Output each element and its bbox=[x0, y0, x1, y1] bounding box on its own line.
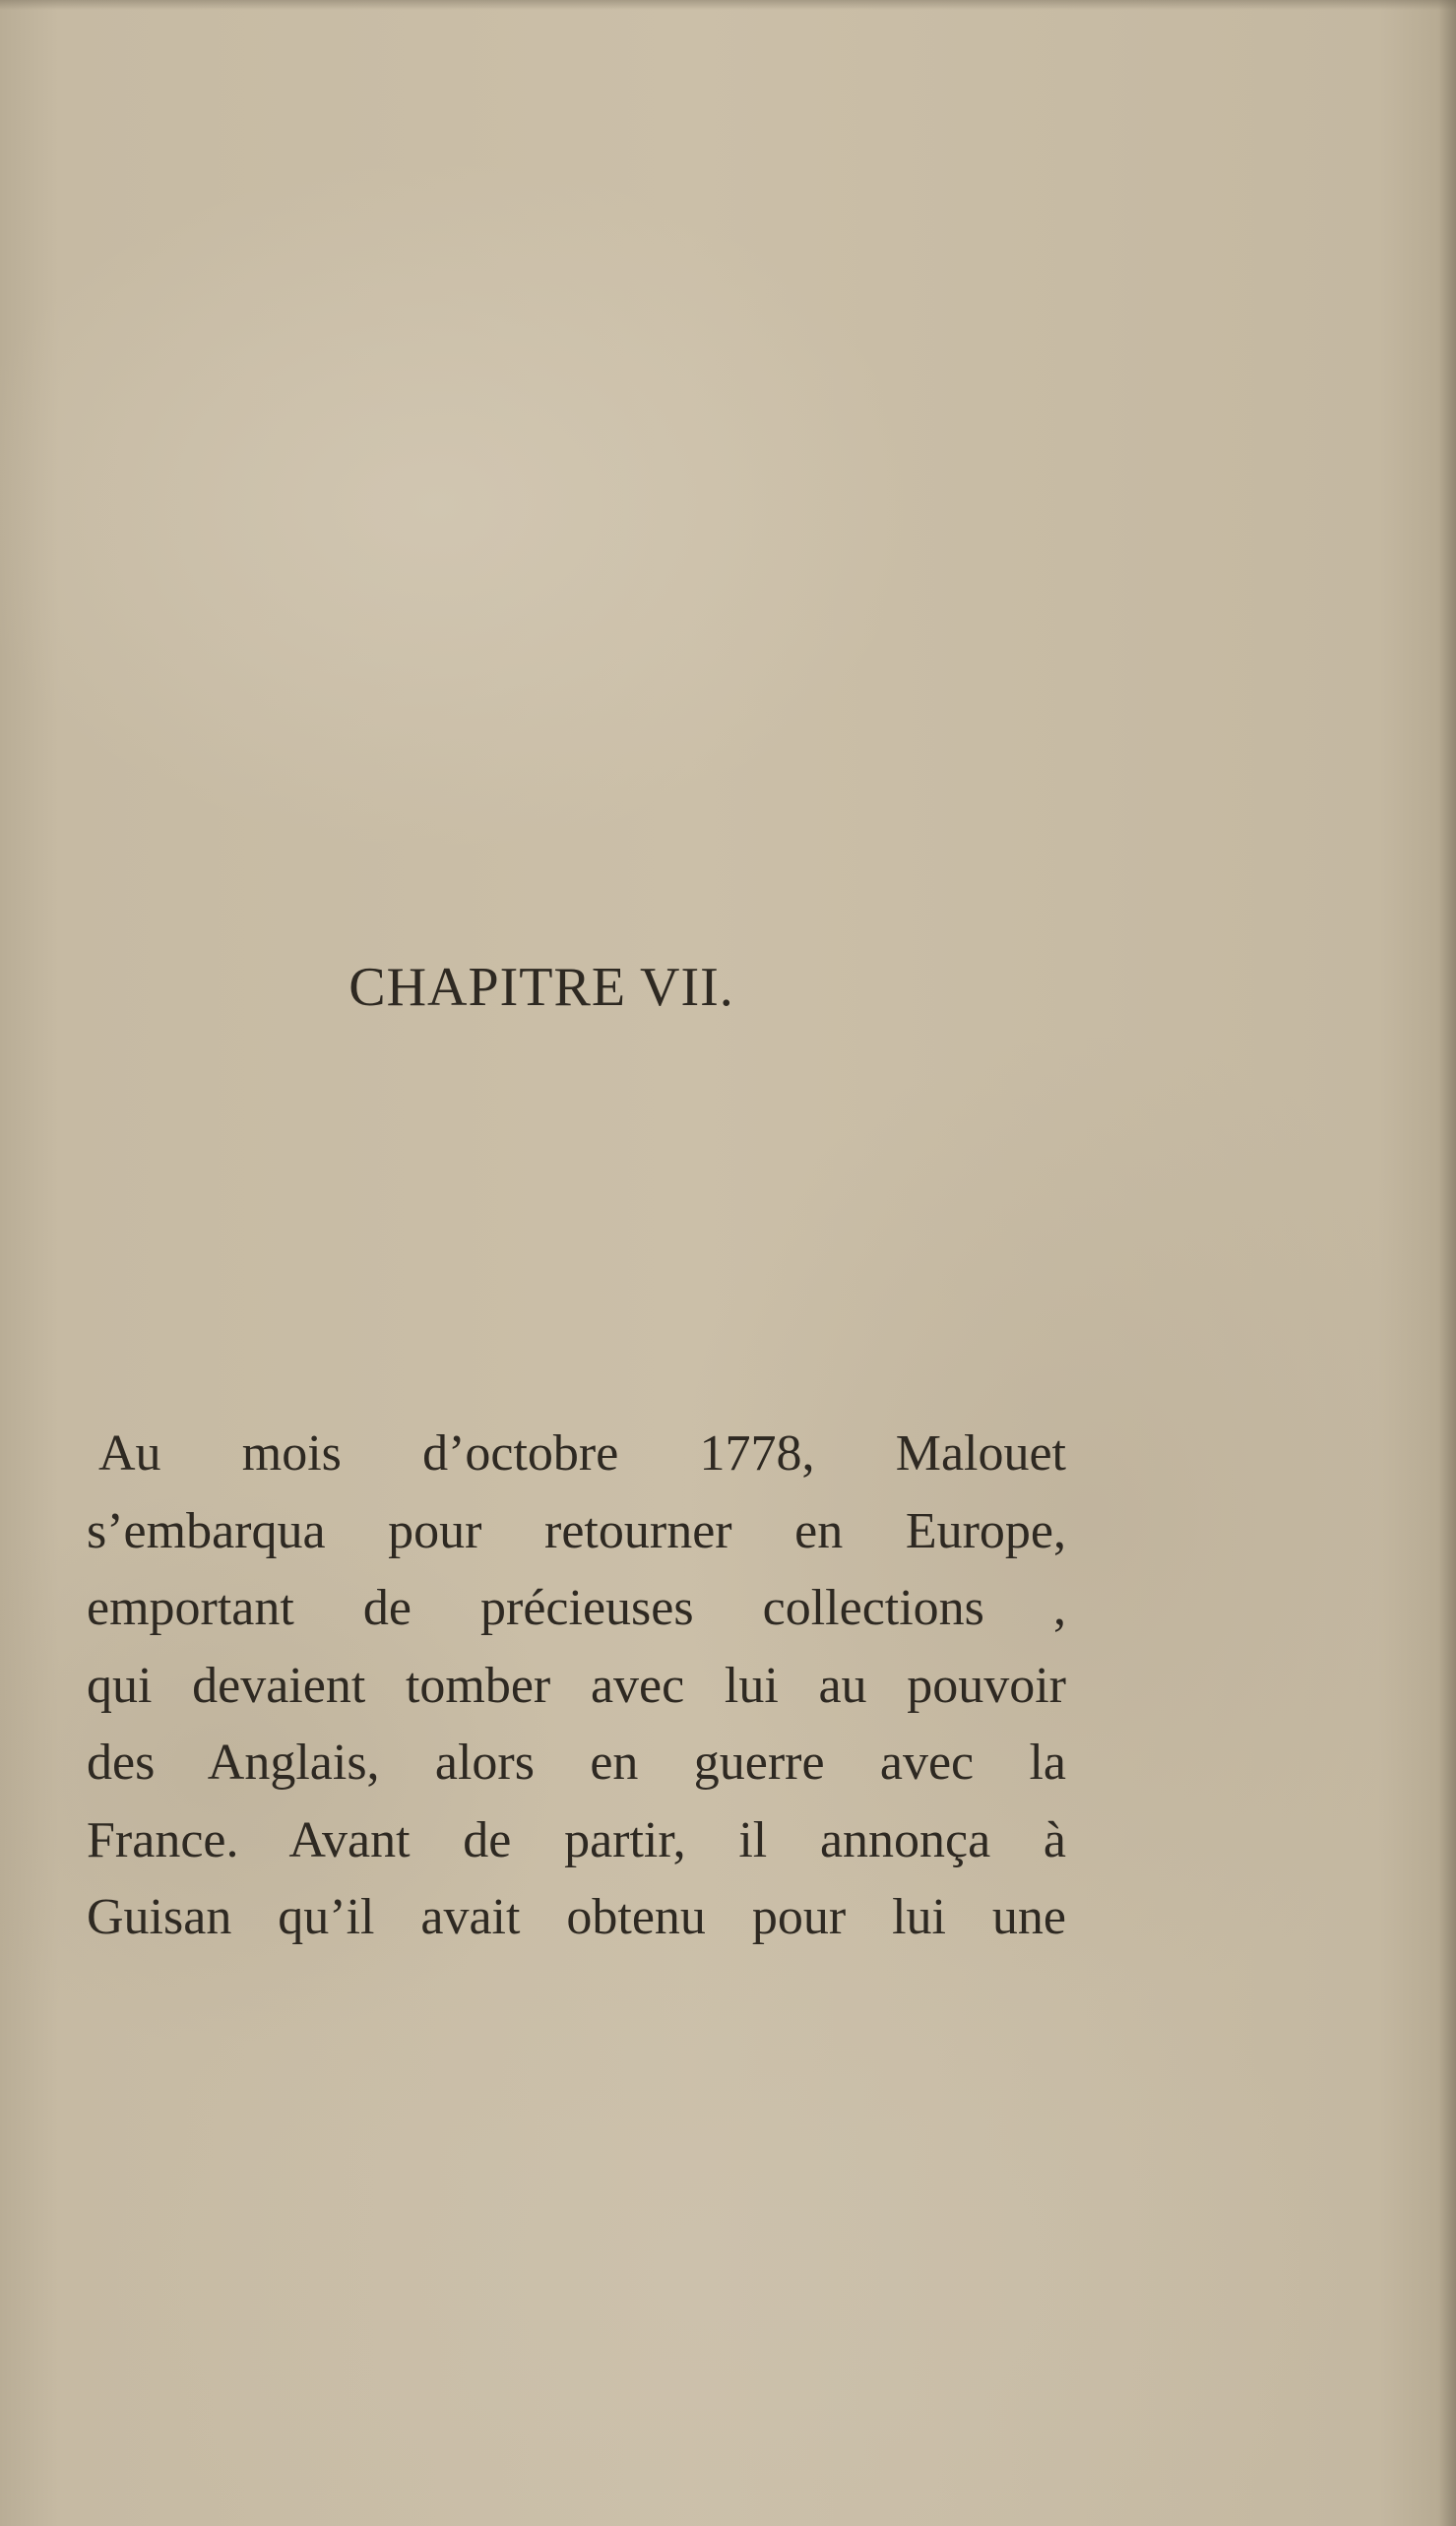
chapter-title: CHAPITRE VII. bbox=[348, 957, 734, 1018]
text-line: des Anglais, alors en guerre avec la bbox=[87, 1735, 1066, 1791]
text-line: Au mois d’octobre 1778, Malouet bbox=[98, 1425, 1066, 1482]
text-line: emportant de précieuses collections , bbox=[87, 1580, 1066, 1636]
text-line: qui devaient tomber avec lui au pouvoir bbox=[87, 1657, 1066, 1714]
page-right-edge bbox=[1438, 0, 1456, 2526]
text-line: Guisan qu’il avait obtenu pour lui une bbox=[87, 1889, 1066, 1945]
page-top-edge bbox=[0, 0, 1456, 10]
paragraph bbox=[87, 1416, 1066, 1957]
text-line: France. Avant de partir, il annonça à bbox=[87, 1811, 1066, 1868]
text-line: s’embarqua pour retourner en Europe, bbox=[87, 1502, 1066, 1559]
